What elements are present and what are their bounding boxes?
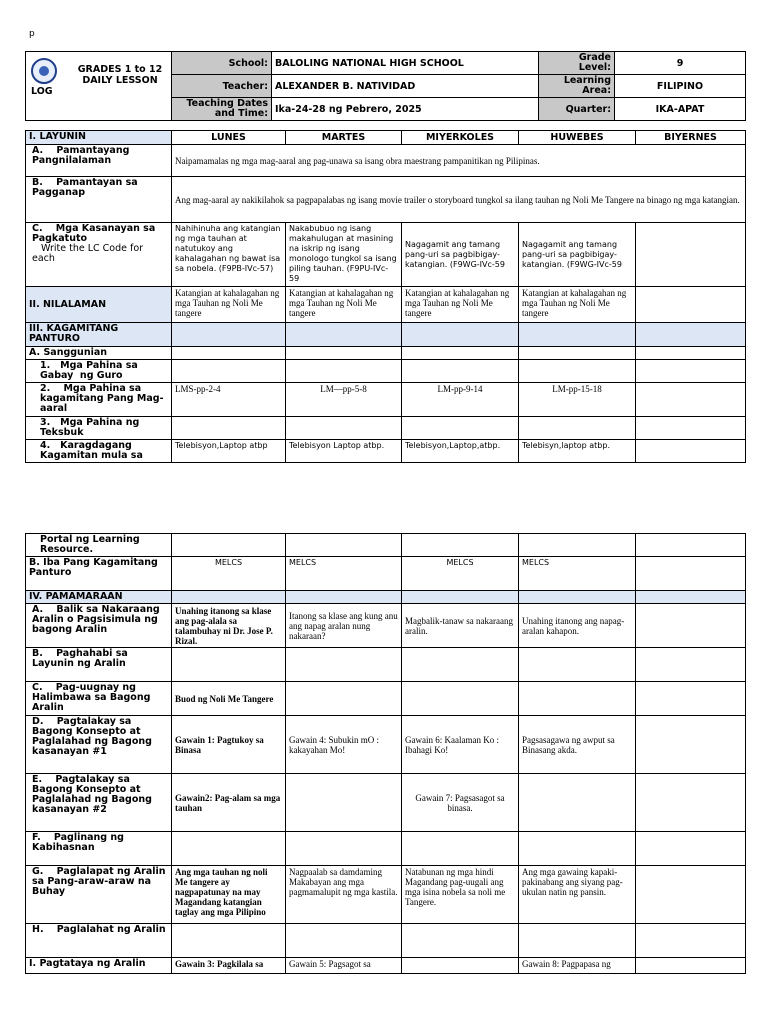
nilalaman-miyerkoles: Katangian at kahalagahan ng mga Tauhan ng Noli Me tangere — [402, 287, 519, 323]
lesson-table-part-1 — [25, 130, 746, 463]
paglalapat-huwebes: Ang mga gawaing kapaki-pakinabang ang siyang pag-ukulan natin ng pansin. — [519, 866, 636, 924]
karagdagang-miyerkoles: Telebisyon,Laptop,atbp. — [402, 440, 519, 463]
section-nilalaman-title: II. NILALAMAN — [26, 287, 172, 323]
pahina-martes: LM—pp-5-8 — [286, 383, 402, 417]
pagtalakay-1-martes: Gawain 4: Subukin mO : kakayahan Mo! — [286, 716, 402, 774]
iba-martes: MELCS — [286, 557, 402, 591]
title-line-3: LOG — [31, 86, 53, 97]
nilalaman-lunes: Katangian at kahalagahan ng mga Tauhan ng Noli Me tangere — [172, 287, 286, 323]
day-header-huwebes: HUWEBES — [519, 131, 636, 145]
pagtalakay-2-label: E. Pagtalakay sa Bagong Konsepto at Paglalahad ng Bagong kasanayan #2 — [26, 774, 172, 832]
school-value: BALOLING NATIONAL HIGH SCHOOL — [272, 52, 539, 75]
nilalaman-martes: Katangian at kahalagahan ng mga Tauhan ng Noli Me tangere — [286, 287, 402, 323]
iba-pang-kagamitan-label: B. Iba Pang Kagamitang Panturo — [26, 557, 172, 591]
lesson-table-part-2 — [25, 533, 746, 974]
quarter-value: IKA-APAT — [615, 98, 746, 121]
corner-mark: p — [29, 29, 35, 39]
paglalapat-label: G. Paglalapat ng Aralin sa Pang-araw-araw na Buhay — [26, 866, 172, 924]
kasanayan-huwebes: Nagagamit ang tamang pang-uri sa pagbibigay-katangian. (F9WG-IVc-59 — [519, 223, 636, 287]
dates-label: Teaching Dates and Time: — [172, 98, 272, 121]
pagtataya-martes: Gawain 5: Pagsagot sa — [286, 958, 402, 974]
day-header-lunes: LUNES — [172, 131, 286, 145]
kasanayan-label: C. Mga Kasanayan sa Pagkatuto Write the LC Code for each — [26, 223, 172, 287]
sanggunian-label: A. Sanggunian — [26, 347, 172, 360]
pamantayan-sa-pagganap-text: Ang mag-aaral ay nakikilahok sa pagpapalabas ng isang movie trailer o storyboard tungkol sa ilang tauhan ng Noli Me Tangere na binago ng mga katangian. — [172, 177, 746, 223]
pag-uugnay-label: C. Pag-uugnay ng Halimbawa sa Bagong Aralin — [26, 682, 172, 716]
iba-lunes: MELCS — [172, 557, 286, 591]
iba-miyerkoles: MELCS — [402, 557, 519, 591]
header-logo-cell — [26, 52, 172, 121]
dll-header — [25, 51, 746, 121]
grade-label: Grade Level: — [539, 52, 615, 75]
area-label: Learning Area: — [539, 75, 615, 98]
day-header-biyernes: BIYERNES — [636, 131, 746, 145]
pagtataya-lunes: Gawain 3: Pagkilala sa — [172, 958, 286, 974]
teacher-value: ALEXANDER B. NATIVIDAD — [272, 75, 539, 98]
pagtalakay-1-label: D. Pagtalakay sa Bagong Konsepto at Paglalahad ng Bagong kasanayan #1 — [26, 716, 172, 774]
kasanayan-miyerkoles: Nagagamit ang tamang pang-uri sa pagbibigay-katangian. (F9WG-IVc-59 — [402, 223, 519, 287]
balik-miyerkoles: Magbalik-tanaw sa nakaraang aralin. — [402, 604, 519, 648]
teacher-label: Teacher: — [172, 75, 272, 98]
grade-value: 9 — [615, 52, 746, 75]
pahina-miyerkoles: LM-pp-9-14 — [402, 383, 519, 417]
paglalapat-lunes: Ang mga tauhan ng noli Me tangere ay nagpapatunay na may Magandang katangian taglay ang mga Pilipino — [172, 866, 286, 924]
pagtalakay-1-huwebes: Pagsasagawa ng awput sa Binasang akda. — [519, 716, 636, 774]
iba-biyernes — [636, 557, 746, 591]
paglalapat-martes: Nagpaalab sa damdaming Makabayan ang mga pagmamalupit ng mga kastila. — [286, 866, 402, 924]
kagamitang-mag-aaral-label: 2. Mga Pahina sa kagamitang Pang Mag-aaral — [26, 383, 172, 417]
teksbuk-label: 3. Mga Pahina ng Teksbuk — [26, 417, 172, 440]
karagdagang-martes: Telebisyon Laptop atbp. — [286, 440, 402, 463]
nilalaman-biyernes — [636, 287, 746, 323]
portal-learning-resource-label: Portal ng Learning Resource. — [26, 534, 172, 557]
balik-lunes: Unahing itanong sa klase ang pag-alala sa talambuhay ni Dr. Jose P. Rizal. — [172, 604, 286, 648]
karagdagang-biyernes — [636, 440, 746, 463]
lc-code-note: Write the LC Code for each — [32, 243, 144, 264]
pagtataya-label: I. Pagtataya ng Aralin — [26, 958, 172, 974]
day-header-miyerkoles: MIYERKOLES — [402, 131, 519, 145]
karagdagang-huwebes: Telebisyn,laptop atbp. — [519, 440, 636, 463]
pahina-huwebes: LM-pp-15-18 — [519, 383, 636, 417]
karagdagang-kagamitan-label: 4. Karagdagang Kagamitan mula sa — [26, 440, 172, 463]
pag-uugnay-lunes: Buod ng Noli Me Tangere — [172, 682, 286, 716]
pamantayan-sa-pagganap-label: B. Pamantayan sa Pagganap — [26, 177, 172, 223]
balik-martes: Itanong sa klase ang kung anu ang napag aralan nung nakaraan? — [286, 604, 402, 648]
kasanayan-martes: Nakabubuo ng isang makahulugan at masining na iskrip ng isang monologo tungkol sa isang piling tauhan. (F9PU-IVc-59 — [286, 223, 402, 287]
title-line-2: DAILY LESSON — [82, 75, 158, 86]
kasanayan-biyernes — [636, 223, 746, 287]
section-kagamitang-title: III. KAGAMITANG PANTURO — [26, 323, 172, 347]
quarter-label: Quarter: — [539, 98, 615, 121]
balik-huwebes: Unahing itanong ang napag-aralan kahapon. — [519, 604, 636, 648]
pamantayang-pangnilalaman-text: Naipamamalas ng mga mag-aaral ang pag-unawa sa isang obra maestrang pampanitikan ng Pilipinas. — [172, 145, 746, 177]
paglalapat-miyerkoles: Natabunan ng mga hindi Magandang pag-uugali ang mga isina nobela sa noli me Tangere. — [402, 866, 519, 924]
pagtataya-huwebes: Gawain 8: Pagpapasa ng — [519, 958, 636, 974]
karagdagang-lunes: Telebisyon,Laptop atbp — [172, 440, 286, 463]
pamantayang-pangnilalaman-label: A. Pamantayang Pangnilalaman — [26, 145, 172, 177]
paglalahat-label: H. Paglalahat ng Aralin — [26, 924, 172, 958]
pagtalakay-1-miyerkoles: Gawain 6: Kaalaman Ko : Ibahagi Ko! — [402, 716, 519, 774]
section-layunin-title: I. LAYUNIN — [26, 131, 172, 145]
balik-biyernes — [636, 604, 746, 648]
iba-huwebes: MELCS — [519, 557, 636, 591]
school-label: School: — [172, 52, 272, 75]
day-header-martes: MARTES — [286, 131, 402, 145]
title-line-1: GRADES 1 to 12 — [77, 64, 163, 75]
section-pamamaraan-title: IV. PAMAMARAAN — [26, 591, 172, 604]
kasanayan-lunes: Nahihinuha ang katangian ng mga tauhan at natutukoy ang kahalagahan ng bawat isa sa nobela. (F9PB-IVc-57) — [172, 223, 286, 287]
balik-aralin-label: A. Balik sa Nakaraang Aralin o Pagsisimula ng bagong Aralin — [26, 604, 172, 648]
area-value: FILIPINO — [615, 75, 746, 98]
pagtalakay-2-lunes: Gawain2: Pag-alam sa mga tauhan — [172, 774, 286, 832]
dates-value: Ika-24-28 ng Pebrero, 2025 — [272, 98, 539, 121]
dll-title — [31, 64, 169, 97]
paghahabi-label: B. Paghahabi sa Layunin ng Aralin — [26, 648, 172, 682]
pagtalakay-1-lunes: Gawain 1: Pagtukoy sa Binasa — [172, 716, 286, 774]
pahina-biyernes — [636, 383, 746, 417]
paglinang-label: F. Paglinang ng Kabihasnan — [26, 832, 172, 866]
nilalaman-huwebes: Katangian at kahalagahan ng mga Tauhan ng Noli Me tangere — [519, 287, 636, 323]
pahina-lunes: LMS-pp-2-4 — [172, 383, 286, 417]
pagtalakay-2-miyerkoles: Gawain 7: Pagsasagot sa binasa. — [402, 774, 519, 832]
gabay-guro-label: 1. Mga Pahina sa Gabay ng Guro — [26, 360, 172, 383]
